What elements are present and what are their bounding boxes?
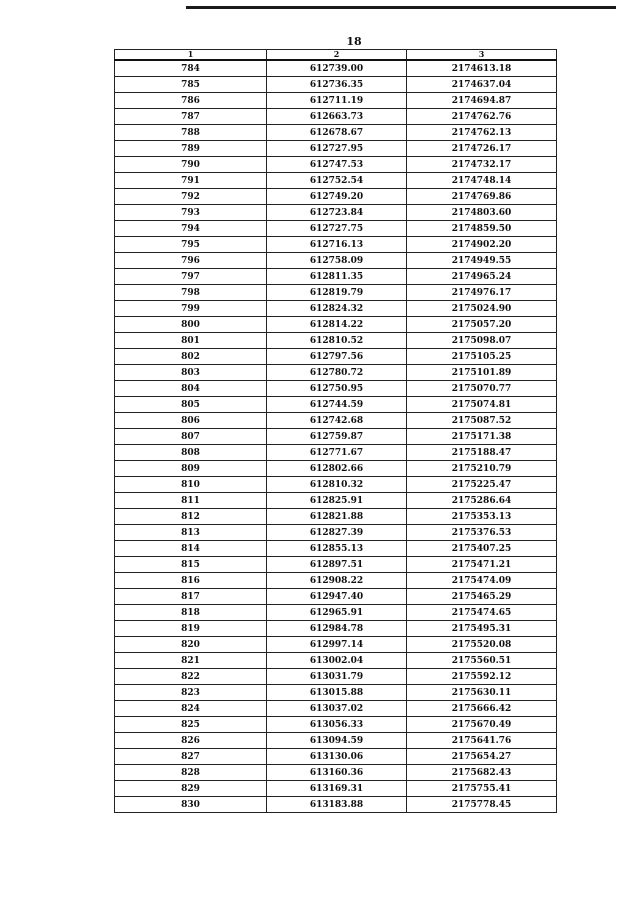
y-coordinate-cell: 2175057.20 bbox=[407, 317, 557, 333]
point-number-cell: 790 bbox=[115, 157, 267, 173]
point-number-cell: 817 bbox=[115, 589, 267, 605]
x-coordinate-cell: 612780.72 bbox=[267, 365, 407, 381]
x-coordinate-cell: 612797.56 bbox=[267, 349, 407, 365]
point-number-cell: 793 bbox=[115, 205, 267, 221]
y-coordinate-cell: 2175286.64 bbox=[407, 493, 557, 509]
column-header-3: 3 bbox=[407, 50, 557, 61]
y-coordinate-cell: 2175188.47 bbox=[407, 445, 557, 461]
y-coordinate-cell: 2175592.12 bbox=[407, 669, 557, 685]
x-coordinate-cell: 612663.73 bbox=[267, 109, 407, 125]
table-row bbox=[115, 349, 557, 365]
table-row bbox=[115, 621, 557, 637]
point-number-cell: 819 bbox=[115, 621, 267, 637]
table-row bbox=[115, 141, 557, 157]
table-row bbox=[115, 765, 557, 781]
point-number-cell: 825 bbox=[115, 717, 267, 733]
point-number-cell: 810 bbox=[115, 477, 267, 493]
x-coordinate-cell: 613056.33 bbox=[267, 717, 407, 733]
y-coordinate-cell: 2175670.49 bbox=[407, 717, 557, 733]
point-number-cell: 823 bbox=[115, 685, 267, 701]
point-number-cell: 788 bbox=[115, 125, 267, 141]
y-coordinate-cell: 2175630.11 bbox=[407, 685, 557, 701]
x-coordinate-cell: 612810.32 bbox=[267, 477, 407, 493]
table-row bbox=[115, 189, 557, 205]
x-coordinate-cell: 613183.88 bbox=[267, 797, 407, 813]
point-number-cell: 795 bbox=[115, 237, 267, 253]
x-coordinate-cell: 613130.06 bbox=[267, 749, 407, 765]
y-coordinate-cell: 2175474.09 bbox=[407, 573, 557, 589]
x-coordinate-cell: 613015.88 bbox=[267, 685, 407, 701]
x-coordinate-cell: 612758.09 bbox=[267, 253, 407, 269]
y-coordinate-cell: 2174637.04 bbox=[407, 77, 557, 93]
point-number-cell: 796 bbox=[115, 253, 267, 269]
point-number-cell: 785 bbox=[115, 77, 267, 93]
table-row bbox=[115, 589, 557, 605]
point-number-cell: 826 bbox=[115, 733, 267, 749]
y-coordinate-cell: 2174748.14 bbox=[407, 173, 557, 189]
table-row bbox=[115, 509, 557, 525]
x-coordinate-cell: 612965.91 bbox=[267, 605, 407, 621]
x-coordinate-cell: 612727.95 bbox=[267, 141, 407, 157]
y-coordinate-cell: 2174769.86 bbox=[407, 189, 557, 205]
point-number-cell: 809 bbox=[115, 461, 267, 477]
column-header-1: 1 bbox=[115, 50, 267, 61]
y-coordinate-cell: 2174762.76 bbox=[407, 109, 557, 125]
x-coordinate-cell: 612819.79 bbox=[267, 285, 407, 301]
y-coordinate-cell: 2174803.60 bbox=[407, 205, 557, 221]
point-number-cell: 829 bbox=[115, 781, 267, 797]
point-number-cell: 791 bbox=[115, 173, 267, 189]
x-coordinate-cell: 613037.02 bbox=[267, 701, 407, 717]
x-coordinate-cell: 612752.54 bbox=[267, 173, 407, 189]
y-coordinate-cell: 2175778.45 bbox=[407, 797, 557, 813]
top-rule bbox=[186, 6, 616, 9]
table-row bbox=[115, 285, 557, 301]
x-coordinate-cell: 612984.78 bbox=[267, 621, 407, 637]
y-coordinate-cell: 2175654.27 bbox=[407, 749, 557, 765]
table-row bbox=[115, 461, 557, 477]
table-row bbox=[115, 733, 557, 749]
table-row bbox=[115, 685, 557, 701]
y-coordinate-cell: 2175666.42 bbox=[407, 701, 557, 717]
point-number-cell: 804 bbox=[115, 381, 267, 397]
point-number-cell: 821 bbox=[115, 653, 267, 669]
table-row bbox=[115, 573, 557, 589]
table-row bbox=[115, 413, 557, 429]
y-coordinate-cell: 2175105.25 bbox=[407, 349, 557, 365]
y-coordinate-cell: 2174949.55 bbox=[407, 253, 557, 269]
y-coordinate-cell: 2174976.17 bbox=[407, 285, 557, 301]
x-coordinate-cell: 612727.75 bbox=[267, 221, 407, 237]
x-coordinate-cell: 612810.52 bbox=[267, 333, 407, 349]
table-row bbox=[115, 653, 557, 669]
table-row bbox=[115, 173, 557, 189]
point-number-cell: 822 bbox=[115, 669, 267, 685]
y-coordinate-cell: 2175210.79 bbox=[407, 461, 557, 477]
x-coordinate-cell: 612997.14 bbox=[267, 637, 407, 653]
point-number-cell: 813 bbox=[115, 525, 267, 541]
column-header-2: 2 bbox=[267, 50, 407, 61]
table-row bbox=[115, 253, 557, 269]
y-coordinate-cell: 2175376.53 bbox=[407, 525, 557, 541]
x-coordinate-cell: 612678.67 bbox=[267, 125, 407, 141]
point-number-cell: 818 bbox=[115, 605, 267, 621]
point-number-cell: 805 bbox=[115, 397, 267, 413]
header-row bbox=[115, 50, 557, 61]
table-row bbox=[115, 317, 557, 333]
x-coordinate-cell: 612771.67 bbox=[267, 445, 407, 461]
point-number-cell: 803 bbox=[115, 365, 267, 381]
x-coordinate-cell: 613169.31 bbox=[267, 781, 407, 797]
point-number-cell: 824 bbox=[115, 701, 267, 717]
table-row bbox=[115, 781, 557, 797]
table-row bbox=[115, 429, 557, 445]
table-row bbox=[115, 397, 557, 413]
point-number-cell: 800 bbox=[115, 317, 267, 333]
point-number-cell: 789 bbox=[115, 141, 267, 157]
coordinates-table bbox=[114, 49, 557, 813]
table-row bbox=[115, 445, 557, 461]
y-coordinate-cell: 2175074.81 bbox=[407, 397, 557, 413]
x-coordinate-cell: 612802.66 bbox=[267, 461, 407, 477]
table-row bbox=[115, 749, 557, 765]
table-body bbox=[115, 60, 557, 813]
point-number-cell: 794 bbox=[115, 221, 267, 237]
y-coordinate-cell: 2174965.24 bbox=[407, 269, 557, 285]
point-number-cell: 807 bbox=[115, 429, 267, 445]
x-coordinate-cell: 612855.13 bbox=[267, 541, 407, 557]
x-coordinate-cell: 612711.19 bbox=[267, 93, 407, 109]
y-coordinate-cell: 2175471.21 bbox=[407, 557, 557, 573]
table-row bbox=[115, 60, 557, 77]
point-number-cell: 808 bbox=[115, 445, 267, 461]
y-coordinate-cell: 2174732.17 bbox=[407, 157, 557, 173]
x-coordinate-cell: 613002.04 bbox=[267, 653, 407, 669]
page-number: 18 bbox=[346, 35, 362, 48]
x-coordinate-cell: 612742.68 bbox=[267, 413, 407, 429]
table-row bbox=[115, 797, 557, 813]
table-row bbox=[115, 237, 557, 253]
table-row bbox=[115, 717, 557, 733]
y-coordinate-cell: 2175465.29 bbox=[407, 589, 557, 605]
point-number-cell: 798 bbox=[115, 285, 267, 301]
y-coordinate-cell: 2175098.07 bbox=[407, 333, 557, 349]
y-coordinate-cell: 2174726.17 bbox=[407, 141, 557, 157]
point-number-cell: 812 bbox=[115, 509, 267, 525]
x-coordinate-cell: 612814.22 bbox=[267, 317, 407, 333]
y-coordinate-cell: 2175495.31 bbox=[407, 621, 557, 637]
point-number-cell: 802 bbox=[115, 349, 267, 365]
table-row bbox=[115, 381, 557, 397]
x-coordinate-cell: 612723.84 bbox=[267, 205, 407, 221]
point-number-cell: 792 bbox=[115, 189, 267, 205]
table-row bbox=[115, 77, 557, 93]
y-coordinate-cell: 2175087.52 bbox=[407, 413, 557, 429]
y-coordinate-cell: 2174902.20 bbox=[407, 237, 557, 253]
table-row bbox=[115, 157, 557, 173]
x-coordinate-cell: 613094.59 bbox=[267, 733, 407, 749]
y-coordinate-cell: 2174613.18 bbox=[407, 60, 557, 77]
x-coordinate-cell: 612750.95 bbox=[267, 381, 407, 397]
table-row bbox=[115, 109, 557, 125]
y-coordinate-cell: 2175225.47 bbox=[407, 477, 557, 493]
table-row bbox=[115, 637, 557, 653]
x-coordinate-cell: 612811.35 bbox=[267, 269, 407, 285]
x-coordinate-cell: 612759.87 bbox=[267, 429, 407, 445]
x-coordinate-cell: 613160.36 bbox=[267, 765, 407, 781]
y-coordinate-cell: 2175520.08 bbox=[407, 637, 557, 653]
y-coordinate-cell: 2175101.89 bbox=[407, 365, 557, 381]
y-coordinate-cell: 2175755.41 bbox=[407, 781, 557, 797]
x-coordinate-cell: 612739.00 bbox=[267, 60, 407, 77]
y-coordinate-cell: 2175171.38 bbox=[407, 429, 557, 445]
x-coordinate-cell: 612827.39 bbox=[267, 525, 407, 541]
y-coordinate-cell: 2174694.87 bbox=[407, 93, 557, 109]
table-row bbox=[115, 557, 557, 573]
point-number-cell: 786 bbox=[115, 93, 267, 109]
point-number-cell: 787 bbox=[115, 109, 267, 125]
x-coordinate-cell: 612736.35 bbox=[267, 77, 407, 93]
x-coordinate-cell: 612897.51 bbox=[267, 557, 407, 573]
x-coordinate-cell: 612744.59 bbox=[267, 397, 407, 413]
table-row bbox=[115, 205, 557, 221]
x-coordinate-cell: 612947.40 bbox=[267, 589, 407, 605]
y-coordinate-cell: 2174762.13 bbox=[407, 125, 557, 141]
x-coordinate-cell: 612824.32 bbox=[267, 301, 407, 317]
table-row bbox=[115, 269, 557, 285]
x-coordinate-cell: 612747.53 bbox=[267, 157, 407, 173]
point-number-cell: 830 bbox=[115, 797, 267, 813]
x-coordinate-cell: 612749.20 bbox=[267, 189, 407, 205]
point-number-cell: 806 bbox=[115, 413, 267, 429]
table-row bbox=[115, 541, 557, 557]
table-row bbox=[115, 333, 557, 349]
point-number-cell: 820 bbox=[115, 637, 267, 653]
point-number-cell: 799 bbox=[115, 301, 267, 317]
y-coordinate-cell: 2175353.13 bbox=[407, 509, 557, 525]
x-coordinate-cell: 613031.79 bbox=[267, 669, 407, 685]
y-coordinate-cell: 2175560.51 bbox=[407, 653, 557, 669]
y-coordinate-cell: 2175070.77 bbox=[407, 381, 557, 397]
table-row bbox=[115, 301, 557, 317]
table-row bbox=[115, 701, 557, 717]
y-coordinate-cell: 2174859.50 bbox=[407, 221, 557, 237]
point-number-cell: 816 bbox=[115, 573, 267, 589]
table-header bbox=[115, 50, 557, 61]
point-number-cell: 828 bbox=[115, 765, 267, 781]
x-coordinate-cell: 612821.88 bbox=[267, 509, 407, 525]
y-coordinate-cell: 2175474.65 bbox=[407, 605, 557, 621]
table-row bbox=[115, 525, 557, 541]
table-row bbox=[115, 605, 557, 621]
point-number-cell: 784 bbox=[115, 60, 267, 77]
y-coordinate-cell: 2175641.76 bbox=[407, 733, 557, 749]
table-row bbox=[115, 493, 557, 509]
point-number-cell: 814 bbox=[115, 541, 267, 557]
y-coordinate-cell: 2175024.90 bbox=[407, 301, 557, 317]
x-coordinate-cell: 612716.13 bbox=[267, 237, 407, 253]
table-row bbox=[115, 669, 557, 685]
point-number-cell: 811 bbox=[115, 493, 267, 509]
table-row bbox=[115, 125, 557, 141]
x-coordinate-cell: 612825.91 bbox=[267, 493, 407, 509]
point-number-cell: 797 bbox=[115, 269, 267, 285]
table-row bbox=[115, 221, 557, 237]
table-row bbox=[115, 365, 557, 381]
y-coordinate-cell: 2175407.25 bbox=[407, 541, 557, 557]
point-number-cell: 801 bbox=[115, 333, 267, 349]
point-number-cell: 815 bbox=[115, 557, 267, 573]
y-coordinate-cell: 2175682.43 bbox=[407, 765, 557, 781]
table-row bbox=[115, 477, 557, 493]
x-coordinate-cell: 612908.22 bbox=[267, 573, 407, 589]
table-row bbox=[115, 93, 557, 109]
point-number-cell: 827 bbox=[115, 749, 267, 765]
